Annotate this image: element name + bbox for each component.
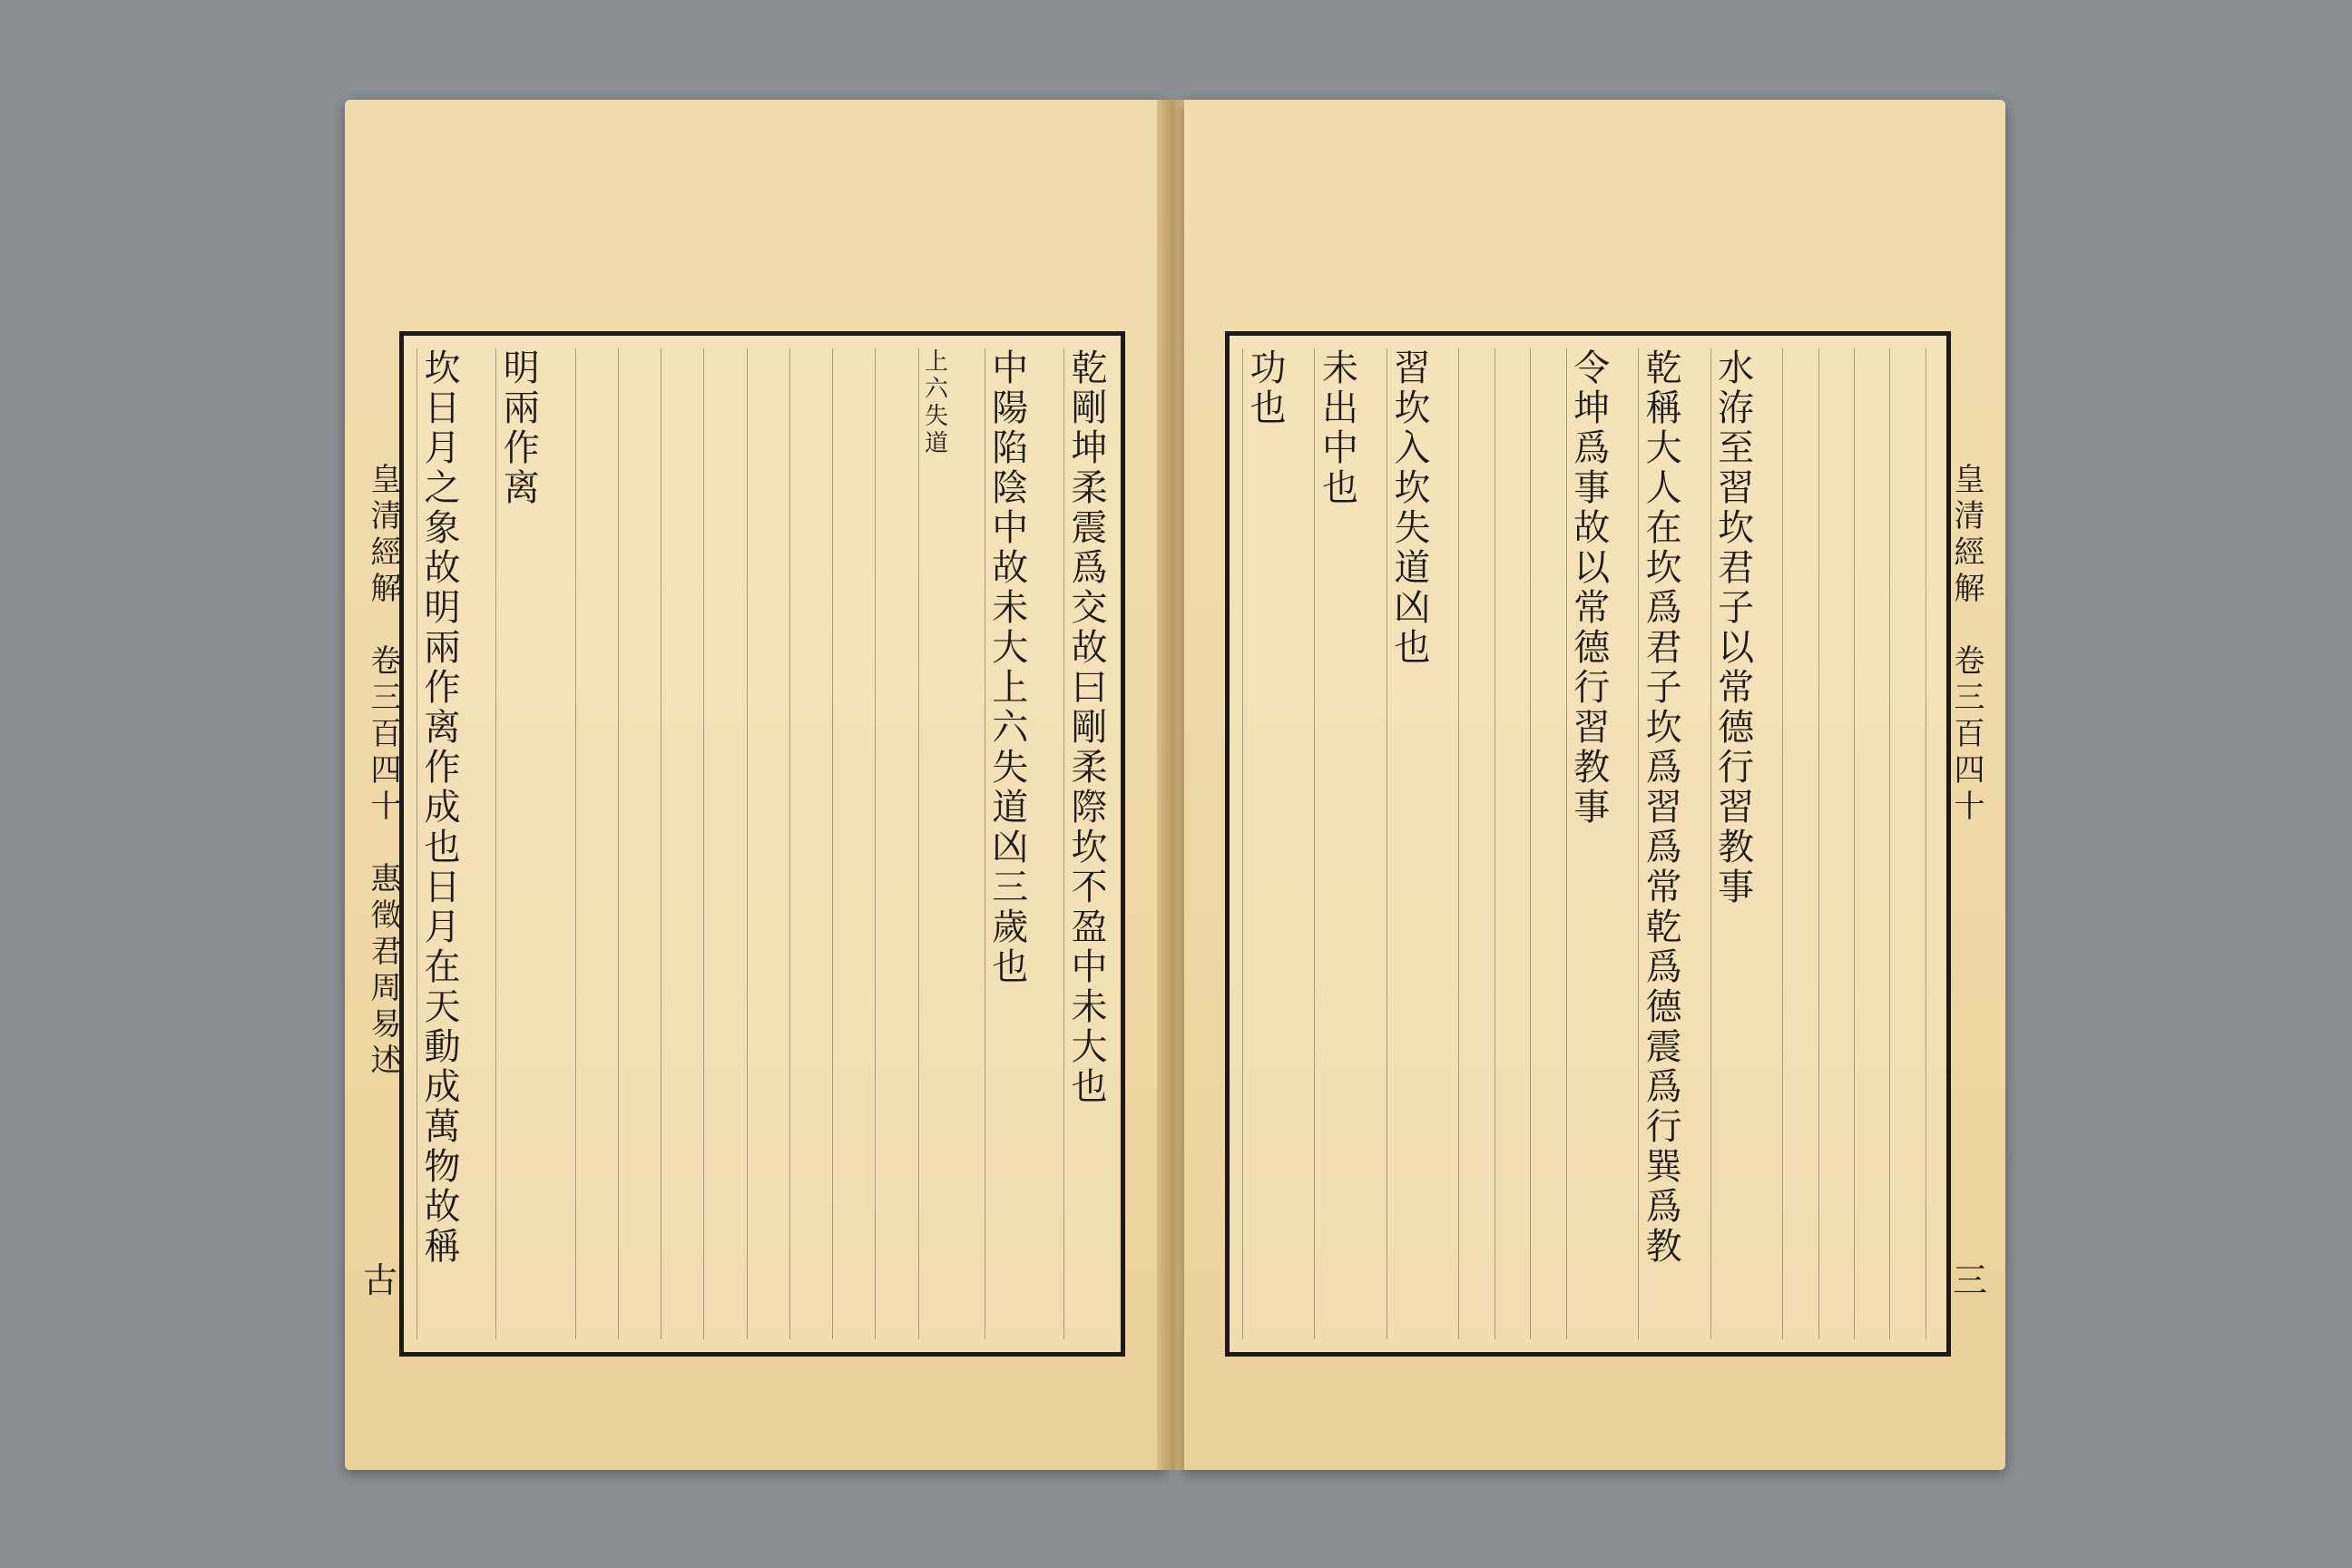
commentary-column bbox=[703, 348, 711, 1339]
commentary-column bbox=[1458, 348, 1466, 1339]
main-text-column: 功也 bbox=[1242, 348, 1287, 1339]
left-page-folio: 古 bbox=[363, 1260, 398, 1300]
right-page bbox=[1184, 100, 2005, 1470]
commentary-column bbox=[661, 348, 669, 1339]
main-text-column: 未出中也 bbox=[1314, 348, 1358, 1339]
main-text-column: 坎日月之象故明兩作离作成也日月在天動成萬物故稱 bbox=[416, 348, 461, 1339]
commentary-column bbox=[618, 348, 626, 1339]
main-text-column: 明兩作离 bbox=[495, 348, 540, 1339]
commentary-column bbox=[789, 348, 798, 1339]
commentary-column: 上六失道 bbox=[918, 348, 950, 1339]
commentary-column bbox=[1926, 348, 1934, 1339]
open-book bbox=[345, 100, 2005, 1470]
commentary-column bbox=[747, 348, 755, 1339]
commentary-column bbox=[1889, 348, 1897, 1339]
left-page-margin-title: 皇清經解 卷三百四十 惠徵君周易述 bbox=[365, 463, 401, 1080]
main-text-column: 乾稱大人在坎爲君子坎爲習爲常乾爲德震爲行巽爲教 bbox=[1638, 348, 1682, 1339]
commentary-column bbox=[575, 348, 583, 1339]
commentary-column bbox=[1782, 348, 1790, 1339]
main-text-column: 乾剛坤柔震爲交故曰剛柔際坎不盈中未大也 bbox=[1063, 348, 1108, 1339]
commentary-column bbox=[832, 348, 840, 1339]
main-text-column: 水洊至習坎君子以常德行習教事 bbox=[1710, 348, 1755, 1339]
commentary-column bbox=[1854, 348, 1862, 1339]
left-text-frame bbox=[399, 331, 1125, 1357]
main-text-column: 中陽陷陰中故未大上六失道凶三歲也 bbox=[985, 348, 1029, 1339]
main-text-column: 習坎入坎失道凶也 bbox=[1387, 348, 1431, 1339]
main-text-column: 令坤爲事故以常德行習教事 bbox=[1566, 348, 1611, 1339]
right-page-folio: 三 bbox=[1952, 1260, 1987, 1300]
commentary-column bbox=[1818, 348, 1827, 1339]
right-text-frame bbox=[1225, 331, 1951, 1357]
left-text-columns bbox=[416, 348, 1108, 1339]
left-page bbox=[345, 100, 1166, 1470]
commentary-column bbox=[875, 348, 883, 1339]
commentary-column bbox=[1530, 348, 1538, 1339]
right-text-columns bbox=[1242, 348, 1934, 1339]
commentary-column bbox=[1494, 348, 1503, 1339]
right-page-margin-title: 皇清經解 卷三百四十 bbox=[1948, 463, 1984, 826]
